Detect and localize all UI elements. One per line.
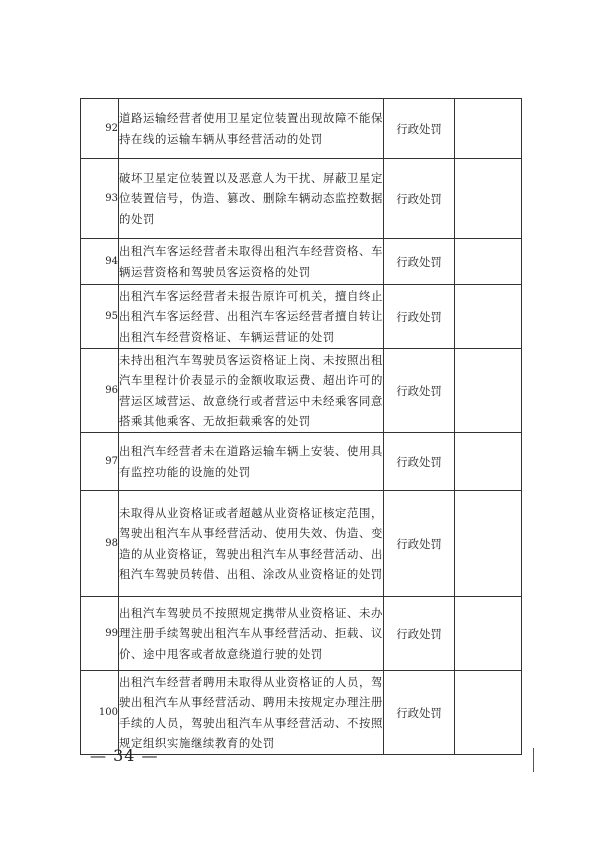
row-description: 未取得从业资格证或者超越从业资格证核定范围，驾驶出租汽车从事经营活动、使用失效、伪造、变造的从业资格证，驾驶出租汽车从事经营活动、出租汽车驾驶员转借、出租、涂改从业资格证的处罚 [119,491,384,597]
row-number: 100 [81,671,119,755]
row-description: 破坏卫星定位装置以及恶意人为干扰、屏蔽卫星定位装置信号，伪造、篡改、删除车辆动态监控数据的处罚 [119,159,384,239]
row-category: 行政处罚 [384,285,455,349]
penalty-table [80,98,522,755]
page-number: — 34 — [90,746,159,765]
row-number: 95 [81,285,119,349]
row-remarks [455,99,522,159]
table-row [81,159,522,239]
row-category: 行政处罚 [384,239,455,285]
row-description: 出租汽车客运经营者未取得出租汽车经营资格、车辆运营资格和驾驶员客运资格的处罚 [119,239,384,285]
table-row [81,239,522,285]
row-remarks [455,159,522,239]
row-description: 出租汽车经营者聘用未取得从业资格证的人员，驾驶出租汽车从事经营活动、聘用未按规定办理注册手续的人员，驾驶出租汽车从事经营活动、不按照规定组织实施继续教育的处罚 [119,671,384,755]
row-number: 92 [81,99,119,159]
row-number: 97 [81,433,119,491]
table-row [81,491,522,597]
row-category: 行政处罚 [384,433,455,491]
row-category: 行政处罚 [384,491,455,597]
row-number: 96 [81,349,119,433]
table-row [81,433,522,491]
row-number: 93 [81,159,119,239]
row-category: 行政处罚 [384,159,455,239]
table-row [81,597,522,671]
row-description: 出租汽车驾驶员不按照规定携带从业资格证、未办理注册手续驾驶出租汽车从事经营活动、拒载、议价、途中甩客或者故意绕道行驶的处罚 [119,597,384,671]
row-number: 99 [81,597,119,671]
row-remarks [455,433,522,491]
row-number: 94 [81,239,119,285]
table-body [81,99,522,755]
row-remarks [455,239,522,285]
row-number: 98 [81,491,119,597]
row-description: 未持出租汽车驾驶员客运资格证上岗、未按照出租汽车里程计价表显示的金额收取运费、超出许可的营运区域营运、故意绕行或者营运中未经乘客同意搭乘其他乘客、无故拒载乘客的处罚 [119,349,384,433]
table-row [81,671,522,755]
page-edge-mark [533,748,534,772]
row-remarks [455,597,522,671]
table-row [81,285,522,349]
row-category: 行政处罚 [384,349,455,433]
row-category: 行政处罚 [384,597,455,671]
row-description: 道路运输经营者使用卫星定位装置出现故障不能保持在线的运输车辆从事经营活动的处罚 [119,99,384,159]
row-description: 出租汽车经营者未在道路运输车辆上安装、使用具有监控功能的设施的处罚 [119,433,384,491]
table-row [81,99,522,159]
row-remarks [455,491,522,597]
table-row [81,349,522,433]
row-remarks [455,285,522,349]
row-remarks [455,671,522,755]
row-category: 行政处罚 [384,671,455,755]
row-description: 出租汽车客运经营者未报告原许可机关，擅自终止出租汽车客运经营、出租汽车客运经营者擅自转让出租汽车经营资格证、车辆运营证的处罚 [119,285,384,349]
row-remarks [455,349,522,433]
row-category: 行政处罚 [384,99,455,159]
